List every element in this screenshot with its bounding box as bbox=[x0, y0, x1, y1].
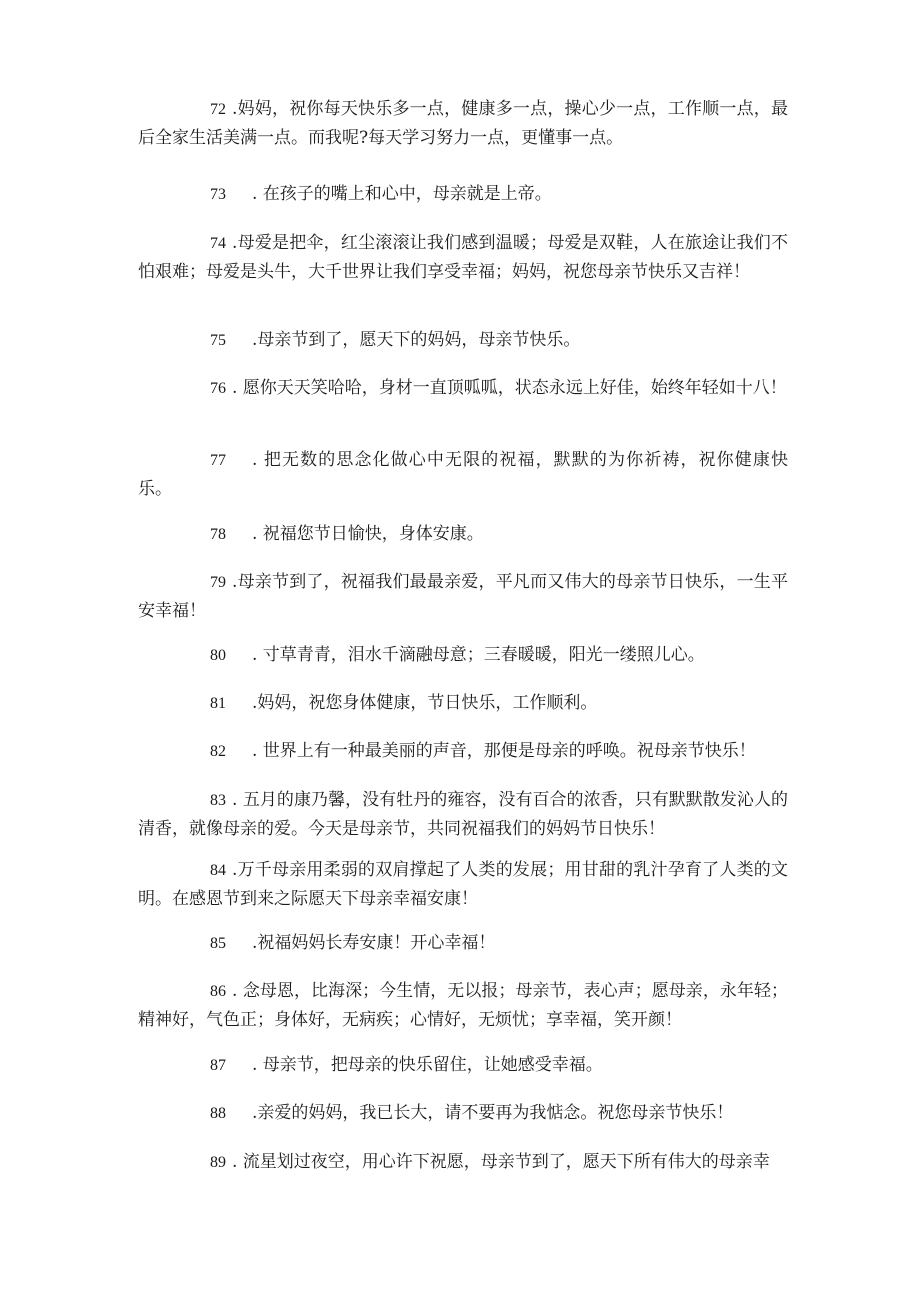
item-text: . 念母恩，比海深；今生情，无以报；母亲节，表心声；愿母亲，永年轻；精神好，气色正；身体好，无病疾；心情好，无烦忧；享幸福，笑开颜！ bbox=[138, 981, 788, 1030]
item-text: . 把无数的思念化做心中无限的祝福，默默的为你祈祷，祝你健康快乐。 bbox=[138, 450, 788, 499]
item-text: . 世界上有一种最美丽的声音，那便是母亲的呼唤。祝母亲节快乐！ bbox=[252, 741, 756, 761]
list-item bbox=[138, 977, 788, 1035]
item-number: 79 bbox=[210, 574, 226, 591]
item-number: 78 bbox=[210, 526, 226, 543]
list-item bbox=[138, 737, 788, 766]
item-text: . 愿你天天笑哈哈，身材一直顶呱呱，状态永远上好佳，始终年轻如十八！ bbox=[232, 378, 787, 398]
item-number: 81 bbox=[210, 695, 226, 712]
list-item bbox=[138, 568, 788, 626]
list-item bbox=[138, 786, 788, 844]
item-number: 73 bbox=[210, 186, 226, 203]
item-number: 87 bbox=[210, 1057, 226, 1074]
item-number: 80 bbox=[210, 647, 226, 664]
item-number: 86 bbox=[210, 983, 226, 1000]
item-number: 84 bbox=[210, 862, 226, 879]
item-number: 72 bbox=[210, 101, 226, 118]
item-number: 74 bbox=[210, 235, 226, 252]
list-item bbox=[138, 446, 788, 504]
item-text: .母爱是把伞，红尘滚滚让我们感到温暖；母爱是双鞋，人在旅途让我们不怕艰难；母爱是头牛，大千世界让我们享受幸福；妈妈，祝您母亲节快乐又吉祥！ bbox=[138, 233, 788, 282]
list-item bbox=[138, 95, 788, 153]
item-text: . 五月的康乃馨，没有牡丹的雍容，没有百合的浓香，只有默默散发沁人的清香，就像母亲的爱。今天是母亲节，共同祝福我们的妈妈节日快乐！ bbox=[138, 790, 788, 839]
item-number: 77 bbox=[210, 452, 226, 469]
item-text: .妈妈，祝您身体健康，节日快乐，工作顺利。 bbox=[252, 693, 598, 713]
list-item bbox=[138, 1099, 788, 1128]
item-number: 76 bbox=[210, 380, 226, 397]
item-text: .母亲节到了，愿天下的妈妈，母亲节快乐。 bbox=[252, 330, 581, 350]
item-text: .祝福妈妈长寿安康！开心幸福！ bbox=[252, 933, 496, 953]
list-item bbox=[138, 856, 788, 914]
item-number: 82 bbox=[210, 743, 226, 760]
item-number: 88 bbox=[210, 1105, 226, 1122]
item-number: 83 bbox=[210, 792, 226, 809]
list-item bbox=[138, 180, 788, 209]
list-item bbox=[138, 229, 788, 287]
list-item bbox=[138, 641, 788, 670]
list-item bbox=[138, 689, 788, 718]
item-text: . 祝福您节日愉快，身体安康。 bbox=[252, 524, 484, 544]
list-item bbox=[138, 1148, 788, 1177]
list-item bbox=[138, 929, 788, 958]
list-item bbox=[138, 520, 788, 549]
list-item bbox=[138, 326, 788, 355]
item-number: 75 bbox=[210, 332, 226, 349]
item-text: .妈妈，祝你每天快乐多一点，健康多一点，操心少一点，工作顺一点，最后全家生活美满一点。而我呢?每天学习努力一点，更懂事一点。 bbox=[138, 99, 788, 148]
item-text: . 母亲节，把母亲的快乐留住，让她感受幸福。 bbox=[252, 1055, 603, 1075]
item-number: 85 bbox=[210, 935, 226, 952]
item-text: .万千母亲用柔弱的双肩撑起了人类的发展；用甘甜的乳汁孕育了人类的文明。在感恩节到来之际愿天下母亲幸福安康！ bbox=[138, 860, 788, 909]
item-text: . 寸草青青，泪水千滴融母意；三春暖暖，阳光一缕照儿心。 bbox=[252, 645, 705, 665]
item-text: .母亲节到了，祝福我们最最亲爱，平凡而又伟大的母亲节日快乐，一生平安幸福！ bbox=[138, 572, 788, 621]
item-number: 89 bbox=[210, 1154, 226, 1171]
item-text: .亲爱的妈妈，我已长大，请不要再为我惦念。祝您母亲节快乐！ bbox=[252, 1103, 734, 1123]
item-text: . 流星划过夜空，用心许下祝愿，母亲节到了，愿天下所有伟大的母亲幸 bbox=[232, 1152, 770, 1172]
list-item bbox=[138, 374, 788, 403]
list-item bbox=[138, 1051, 788, 1080]
item-text: . 在孩子的嘴上和心中，母亲就是上帝。 bbox=[252, 184, 552, 204]
